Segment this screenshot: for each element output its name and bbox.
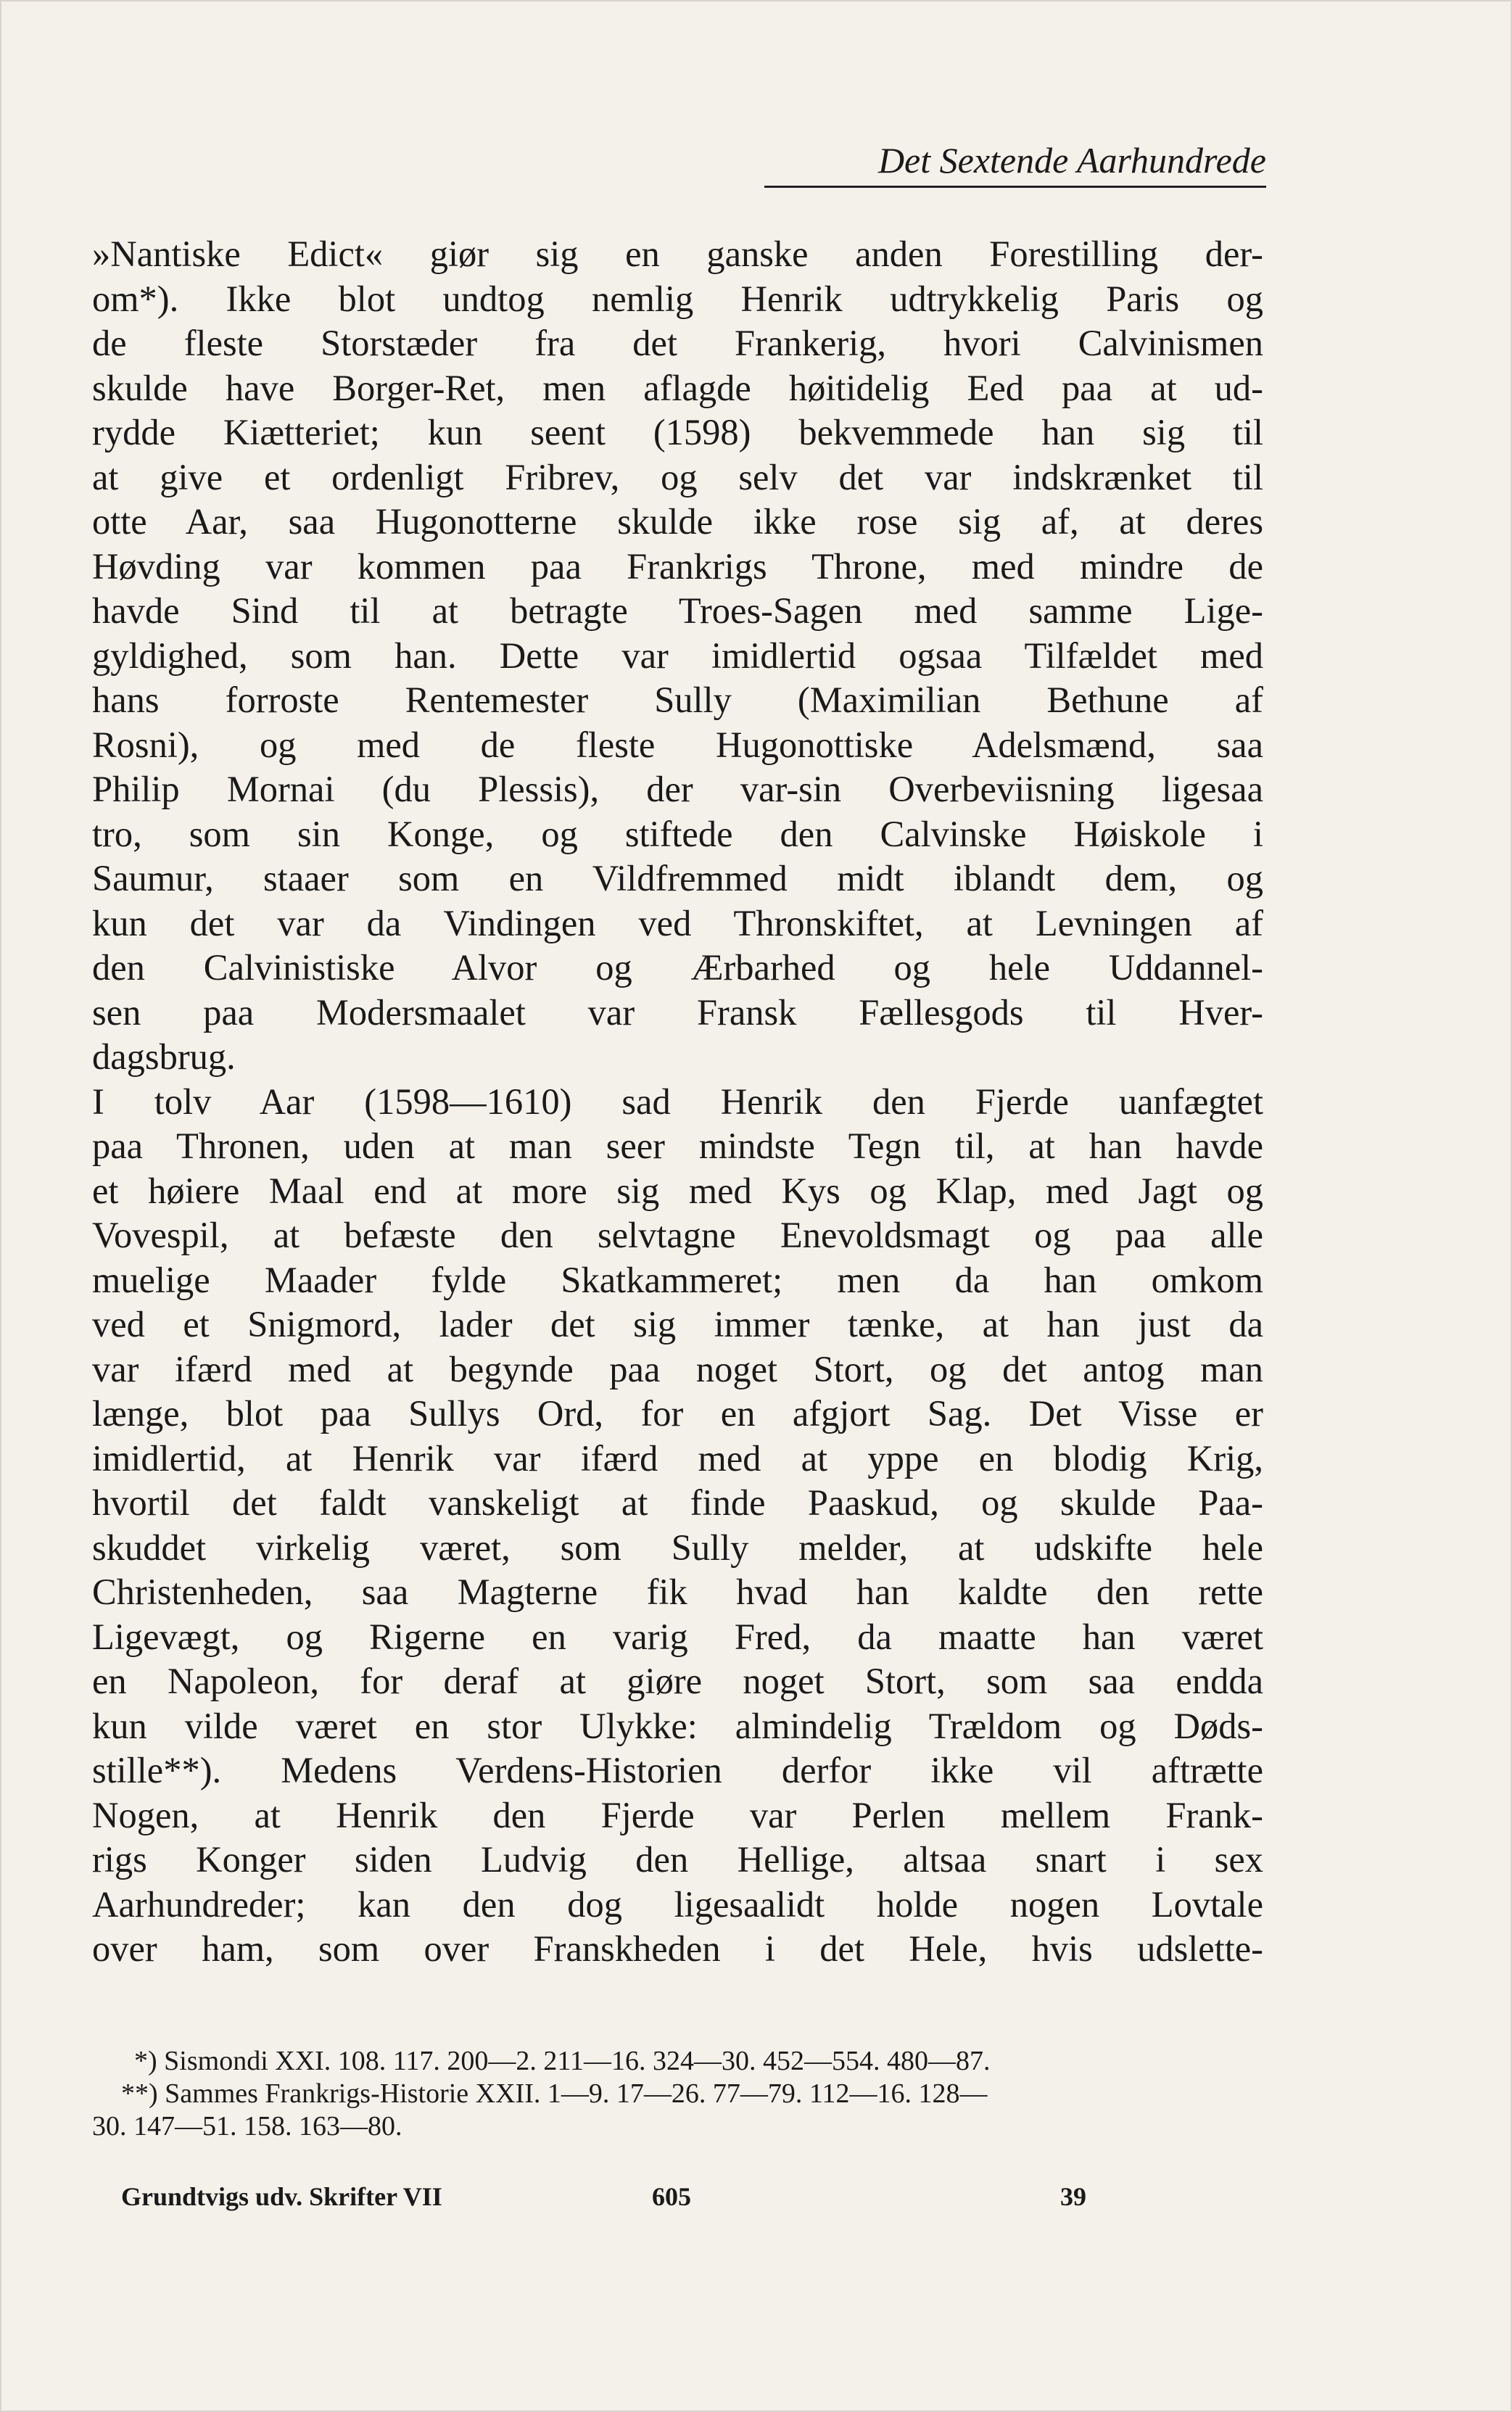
footnote-line: 30. 147—51. 158. 163—80. — [92, 2111, 402, 2142]
footnote-line: **) Sammes Frankrigs-Historie XXII. 1—9. 17—26. 77—79. 112—16. 128— — [121, 2078, 988, 2109]
text-line: stille**). Medens Verdens-Historien derfor ikke vil aftrætte — [92, 1750, 1263, 1791]
text-line: tro, som sin Konge, og stiftede den Calvinske Høiskole i — [92, 813, 1263, 854]
text-line: rydde Kiætteriet; kun seent (1598) bekvemmede han sig til — [92, 412, 1263, 453]
text-line: Vovespil, at befæste den selvtagne Enevoldsmagt og paa alle — [92, 1215, 1263, 1255]
text-line: Ligevægt, og Rigerne en varig Fred, da maatte han været — [92, 1616, 1263, 1657]
text-line: kun det var da Vindingen ved Thronskiftet, at Levningen af — [92, 902, 1263, 943]
text-line: Aarhundreder; kan den dog ligesaalidt holde nogen Lovtale — [92, 1883, 1263, 1925]
text-line: var ifærd med at begynde paa noget Stort, og det antog man — [92, 1348, 1263, 1389]
text-line: sen paa Modersmaalet var Fransk Fællesgods til Hver- — [92, 991, 1263, 1033]
text-line: »Nantiske Edict« giør sig en ganske anden Forestilling der- — [92, 234, 1263, 274]
footnotes — [92, 2045, 1263, 2143]
text-line: rigs Konger siden Ludvig den Hellige, altsaa snart i sex — [92, 1839, 1263, 1880]
text-line: skulde have Borger-Ret, men aflagde høitidelig Eed paa at ud- — [92, 367, 1263, 408]
text-line: den Calvinistiske Alvor og Ærbarhed og hele Uddannel- — [92, 947, 1263, 988]
text-line: længe, blot paa Sullys Ord, for en afgjort Sag. Det Visse er — [92, 1393, 1263, 1434]
text-line: havde Sind til at betragte Troes-Sagen med samme Lige- — [92, 590, 1263, 631]
footnote-line: *) Sismondi XXI. 108. 117. 200—2. 211—16. 324—30. 452—554. 480—87. — [134, 2046, 991, 2076]
text-line: over ham, som over Franskheden i det Hele, hvis udslette- — [92, 1928, 1263, 1969]
text-line: muelige Maader fylde Skatkammeret; men da han omkom — [92, 1259, 1263, 1300]
text-line: otte Aar, saa Hugonotterne skulde ikke rose sig af, at deres — [92, 501, 1263, 542]
text-line: om*). Ikke blot undtog nemlig Henrik udtrykkelig Paris og — [92, 278, 1263, 319]
text-line: Høvding var kommen paa Frankrigs Throne, med mindre de — [92, 545, 1263, 587]
text-line: I tolv Aar (1598—1610) sad Henrik den Fjerde uanfægtet — [92, 1081, 1263, 1122]
text-line: Nogen, at Henrik den Fjerde var Perlen mellem Frank- — [92, 1794, 1263, 1835]
text-line: at give et ordenligt Fribrev, og selv det var indskrænket til — [92, 456, 1263, 497]
text-line: ved et Snigmord, lader det sig immer tænke, at han just da — [92, 1304, 1263, 1345]
body-text — [92, 232, 1263, 1972]
text-line: hans forroste Rentemester Sully (Maximilian Bethune af — [92, 680, 1263, 720]
text-line: skuddet virkelig været, som Sully melder, at udskifte hele — [92, 1527, 1263, 1568]
text-line: et høiere Maal end at more sig med Kys og Klap, med Jagt og — [92, 1170, 1263, 1211]
footer-book-title: Grundtvigs udv. Skrifter VII — [121, 2182, 442, 2211]
text-line: kun vilde været en stor Ulykke: almindelig Trældom og Døds- — [92, 1705, 1263, 1746]
text-line: hvortil det faldt vanskeligt at finde Paaskud, og skulde Paa- — [92, 1482, 1263, 1523]
text-line: Philip Mornai (du Plessis), der var-sin Overbeviisning ligesaa — [92, 769, 1263, 809]
text-line: en Napoleon, for deraf at giøre noget Stort, som saa endda — [92, 1661, 1263, 1701]
footer-signature-number: 39 — [1060, 2182, 1086, 2211]
text-line: Christenheden, saa Magterne fik hvad han kaldte den rette — [92, 1571, 1263, 1612]
footer-page-number: 605 — [652, 2182, 691, 2211]
text-line: paa Thronen, uden at man seer mindste Tegn til, at han havde — [92, 1126, 1263, 1166]
text-line: de fleste Storstæder fra det Frankerig, hvori Calvinismen — [92, 323, 1263, 363]
text-line: dagsbrug. — [92, 1036, 236, 1077]
text-line: gyldighed, som han. Dette var imidlertid ogsaa Tilfældet med — [92, 635, 1263, 676]
text-line: Rosni), og med de fleste Hugonottiske Adelsmænd, saa — [92, 724, 1263, 765]
text-line: Saumur, staaer som en Vildfremmed midt iblandt dem, og — [92, 858, 1263, 899]
running-title: Det Sextende Aarhundrede — [764, 139, 1266, 188]
text-line: imidlertid, at Henrik var ifærd med at yppe en blodig Krig, — [92, 1437, 1263, 1479]
